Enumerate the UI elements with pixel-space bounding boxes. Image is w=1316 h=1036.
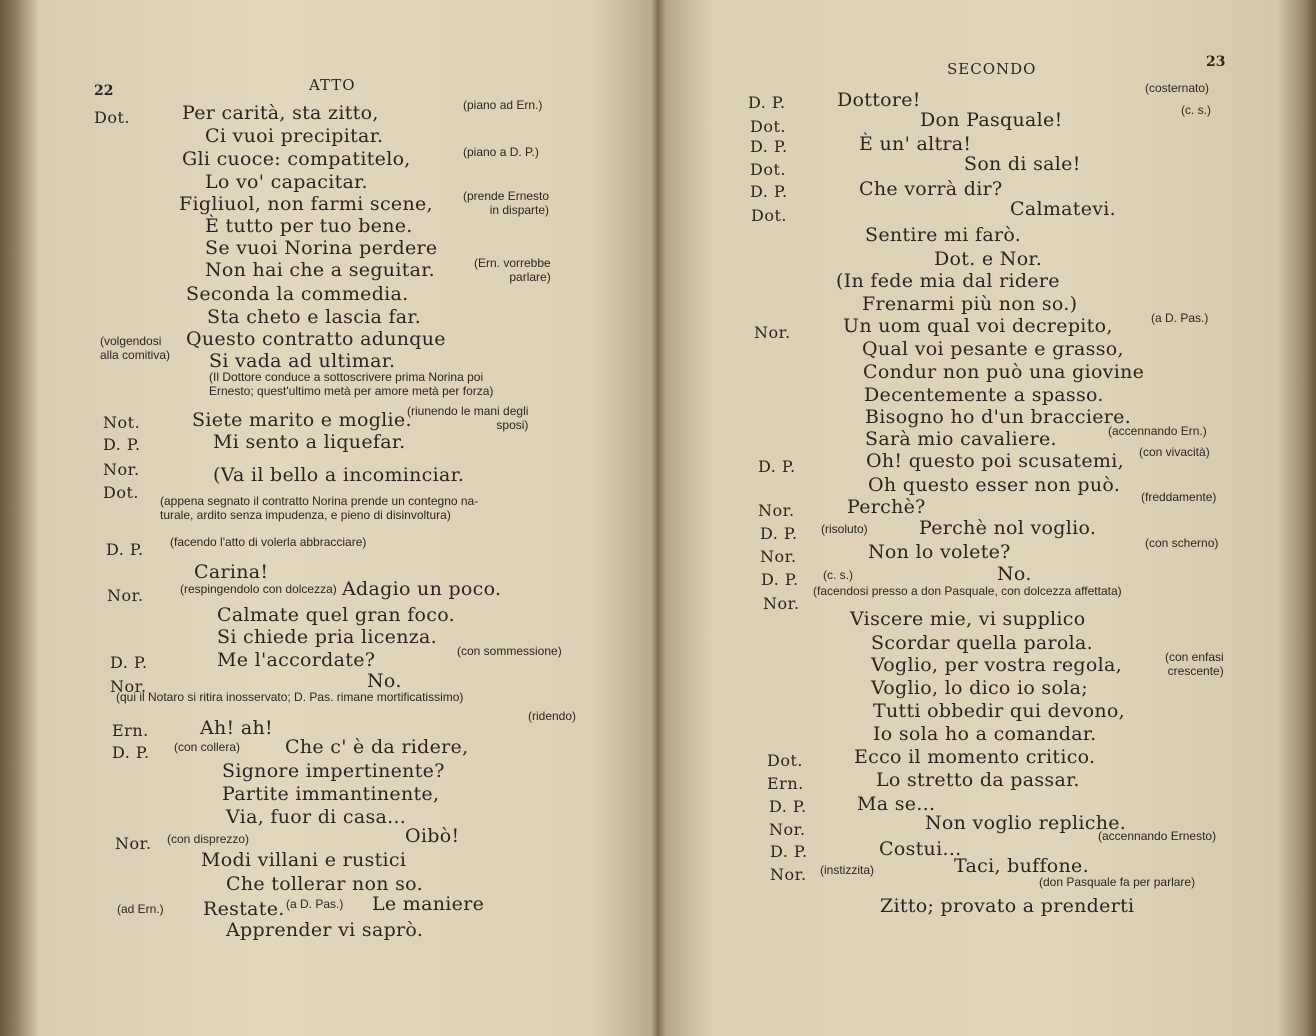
speaker: Nor. — [763, 594, 800, 613]
stage-direction: (piano a D. P.) — [463, 145, 539, 159]
verse-line: Me l'accordate? — [217, 649, 376, 671]
page-number: 22 — [94, 83, 114, 99]
verse-line: Ci vuoi precipitar. — [205, 125, 384, 147]
verse-line: Gli cuoce: compatitelo, — [182, 148, 411, 170]
verse-line: Dottore! — [837, 89, 921, 111]
speaker: Nor. — [103, 460, 140, 479]
verse-line: Voglio, per vostra regola, — [871, 654, 1122, 676]
speaker: D. P. — [110, 653, 148, 672]
speaker: Dot. — [767, 751, 803, 770]
verse-line: Mi sento a liquefar. — [213, 431, 406, 453]
speaker: Nor. — [758, 501, 795, 520]
verse-line: Non hai che a seguitar. — [205, 259, 435, 281]
verse-line: Viscere mie, vi supplico — [850, 608, 1086, 630]
verse-line: Che tollerar non so. — [226, 873, 423, 895]
verse-line: Oh questo esser non può. — [868, 474, 1121, 496]
verse-line: (In fede mia dal ridere — [836, 270, 1060, 292]
page-number: 23 — [1206, 54, 1226, 70]
stage-direction: (riunendo le mani degli sposi) — [407, 404, 529, 432]
speaker: Not. — [103, 413, 141, 432]
verse-line: Modi villani e rustici — [201, 849, 407, 871]
verse-line: Che c' è da ridere, — [285, 736, 469, 758]
verse-line: Si vada ad ultimar. — [209, 350, 396, 372]
speaker: D. P. — [758, 457, 796, 476]
speaker: D. P. — [750, 137, 788, 156]
verse-line: Un uom qual voi decrepito, — [843, 315, 1113, 337]
speaker: D. P. — [103, 435, 141, 454]
stage-direction: (prende Ernesto in disparte) — [463, 189, 550, 217]
stage-direction: (accennando Ern.) — [1108, 424, 1207, 438]
verse-line: Partite immantinente, — [222, 783, 440, 805]
verse-line: Dot. e Nor. — [934, 248, 1043, 270]
verse-line: Taci, buffone. — [954, 855, 1089, 877]
verse-line: Lo stretto da passar. — [876, 769, 1080, 791]
stage-direction: (a D. Pas.) — [1151, 311, 1209, 325]
verse-line: È tutto per tuo bene. — [205, 215, 413, 237]
verse-line: Io sola ho a comandar. — [873, 723, 1097, 745]
verse-line: Oibò! — [405, 825, 460, 847]
verse-line: Bisogno ho d'un bracciere. — [865, 406, 1132, 428]
speaker: Dot. — [750, 160, 786, 179]
stage-direction: (ad Ern.) — [117, 902, 164, 916]
stage-direction: (c. s.) — [1181, 103, 1211, 117]
verse-line: Seconda la commedia. — [186, 283, 409, 305]
verse-line: Perchè? — [847, 496, 926, 518]
stage-direction: (c. s.) — [823, 568, 853, 582]
speaker: D. P. — [769, 797, 807, 816]
speaker: Dot. — [94, 108, 130, 127]
speaker: Nor. — [770, 865, 807, 884]
verse-line: Le maniere — [372, 893, 485, 915]
speaker: D. P. — [106, 540, 144, 559]
verse-line: È un' altra! — [859, 133, 972, 155]
verse-line: No. — [367, 670, 402, 692]
stage-direction: (appena segnato il contratto Norina prende un contegno na- turale, ardito senza impudenza, e pieno di disinvoltura) — [160, 494, 479, 522]
right-page — [661, 0, 1316, 1036]
verse-line: Restate. — [203, 898, 285, 920]
stage-direction: (con enfasi crescente) — [1165, 650, 1224, 678]
verse-line: Non lo volete? — [868, 541, 1011, 563]
stage-direction: (facendo l'atto di volerla abbracciare) — [170, 535, 367, 549]
stage-direction: (don Pasquale fa per parlare) — [1039, 875, 1196, 889]
stage-direction: (Ern. vorrebbe parlare) — [474, 256, 551, 284]
speaker: D. P. — [750, 182, 788, 201]
verse-line: Sta cheto e lascia far. — [207, 306, 422, 328]
speaker: Nor. — [107, 586, 144, 605]
verse-line: Sarà mio cavaliere. — [865, 428, 1057, 450]
speaker: D. P. — [748, 93, 786, 112]
speaker: Dot. — [750, 117, 786, 136]
verse-line: (Va il bello a incominciar. — [213, 464, 465, 486]
stage-direction: (facendosi presso a don Pasquale, con dolcezza affettata) — [813, 584, 1122, 598]
speaker: Ern. — [112, 721, 149, 740]
stage-direction: (con vivacità) — [1139, 445, 1210, 459]
stage-direction: (respingendolo con dolcezza) — [180, 582, 337, 596]
verse-line: Si chiede pria licenza. — [217, 626, 438, 648]
speaker: Nor. — [769, 820, 806, 839]
verse-line: Don Pasquale! — [920, 109, 1063, 131]
speaker: D. P. — [761, 570, 799, 589]
speaker: Nor. — [760, 547, 797, 566]
stage-direction: (freddamente) — [1141, 490, 1217, 504]
verse-line: Figliuol, non farmi scene, — [179, 193, 433, 215]
verse-line: Non voglio repliche. — [925, 812, 1127, 834]
verse-line: Sentire mi farò. — [865, 224, 1022, 246]
verse-line: Calmate quel gran foco. — [217, 604, 455, 626]
verse-line: Tutti obbedir qui devono, — [873, 700, 1125, 722]
left-page — [0, 0, 655, 1036]
verse-line: Condur non può una giovine — [863, 361, 1145, 383]
stage-direction: (costernato) — [1145, 81, 1210, 95]
speaker: Dot. — [103, 483, 139, 502]
stage-direction: (ridendo) — [528, 709, 577, 723]
stage-direction: (con collera) — [174, 740, 241, 754]
stage-direction: (con sommessione) — [457, 644, 562, 658]
verse-line: Che vorrà dir? — [859, 178, 1003, 200]
running-head: ATTO — [309, 76, 356, 94]
stage-direction: (con disprezzo) — [167, 832, 250, 846]
verse-line: Ah! ah! — [200, 717, 273, 739]
stage-direction: (piano ad Ern.) — [463, 98, 543, 112]
verse-line: Voglio, lo dico io sola; — [871, 677, 1088, 699]
verse-line: Zitto; provato a prenderti — [880, 895, 1135, 917]
stage-direction: (Il Dottore conduce a sottoscrivere prima Norina poi Ernesto; quest'ultimo metà per amore metà per forza) — [209, 370, 494, 398]
verse-line: Son di sale! — [964, 153, 1081, 175]
stage-direction: (volgendosi alla comitiva) — [100, 334, 171, 362]
speaker: Nor. — [115, 834, 152, 853]
verse-line: Lo vo' capacitar. — [205, 171, 368, 193]
verse-line: Ma se... — [857, 793, 936, 815]
verse-line: Apprender vi saprò. — [226, 919, 424, 941]
verse-line: Decentemente a spasso. — [864, 384, 1104, 406]
verse-line: Scordar quella parola. — [871, 632, 1094, 654]
stage-direction: (accennando Ernesto) — [1098, 829, 1217, 843]
verse-line: Oh! questo poi scusatemi, — [866, 450, 1124, 472]
verse-line: Carina! — [194, 561, 269, 583]
speaker: Ern. — [767, 774, 804, 793]
verse-line: Se vuoi Norina perdere — [205, 237, 438, 259]
stage-direction: (instizzita) — [820, 863, 875, 877]
verse-line: No. — [997, 563, 1032, 585]
verse-line: Perchè nol voglio. — [919, 517, 1097, 539]
verse-line: Siete marito e moglie. — [192, 409, 412, 431]
speaker: D. P. — [760, 524, 798, 543]
running-head: SECONDO — [947, 60, 1037, 78]
stage-direction: (a D. Pas.) — [286, 897, 344, 911]
speaker: D. P. — [112, 743, 150, 762]
verse-line: Signore impertinente? — [222, 760, 445, 782]
verse-line: Costui... — [879, 838, 962, 860]
stage-direction: (con scherno) — [1145, 536, 1219, 550]
speaker: Dot. — [751, 206, 787, 225]
verse-line: Frenarmi più non so.) — [862, 293, 1078, 315]
verse-line: Via, fuor di casa... — [226, 806, 407, 828]
speaker: Nor. — [754, 323, 791, 342]
stage-direction: (qui il Notaro si ritira inosservato; D. Pas. rimane mortificatissimo) — [116, 690, 464, 704]
verse-line: Per carità, sta zitto, — [182, 102, 379, 124]
verse-line: Ecco il momento critico. — [854, 746, 1096, 768]
verse-line: Questo contratto adunque — [186, 328, 446, 350]
verse-line: Adagio un poco. — [342, 578, 502, 600]
verse-line: Qual voi pesante e grasso, — [862, 338, 1124, 360]
verse-line: Calmatevi. — [1010, 198, 1117, 220]
speaker: D. P. — [770, 842, 808, 861]
stage-direction: (risoluto) — [821, 522, 868, 536]
speaker: Nor. — [110, 677, 147, 696]
